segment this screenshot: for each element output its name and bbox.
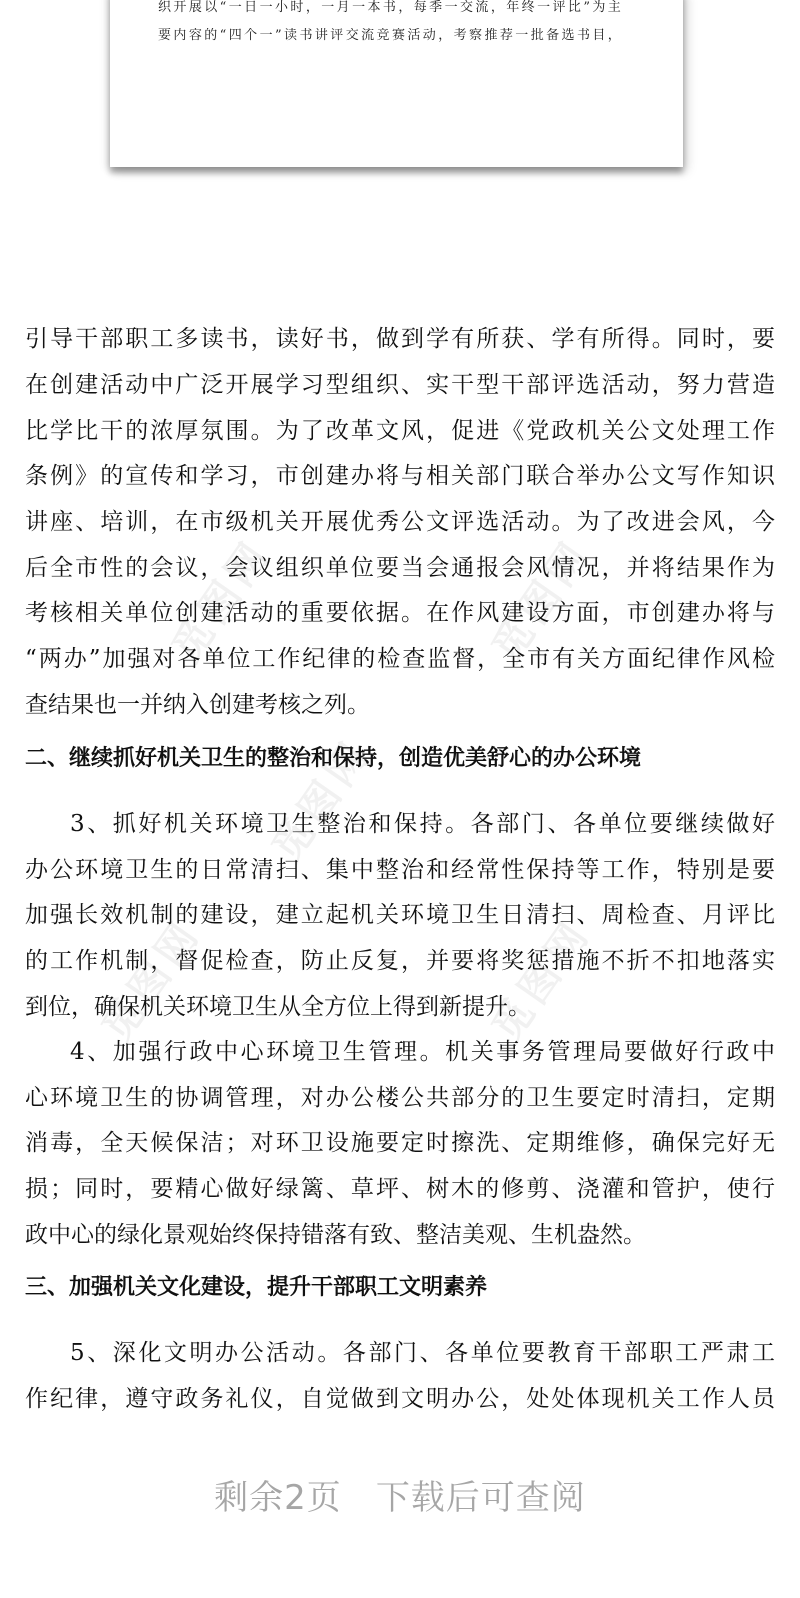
watermark: 觅图网 [483,530,601,671]
text-line: 办公环境卫生的日常清扫、集中整治和经常性保持等工作，特别是要 [25,857,775,883]
text-line: 引导干部职工多读书，读好书，做到学有所获、学有所得。同时，要 [25,326,775,352]
text-line: 查结果也一并纳入创建考核之列。 [25,692,370,718]
watermark: 觅图网 [93,910,211,1051]
text-line: 损；同时，要精心做好绿篱、草坪、树木的修剪、浇灌和管护，使行 [25,1176,775,1202]
text-line: 4、加强行政中心环境卫生管理。机关事务管理局要做好行政中 [70,1039,775,1065]
text-line: 政中心的绿化景观始终保持错落有致、整洁美观、生机盎然。 [25,1222,646,1248]
section-heading-2: 二、继续抓好机关卫生的整治和保持，创造优美舒心的办公环境 [25,746,642,771]
text-line: 作纪律，遵守政务礼仪，自觉做到文明办公，处处体现机关工作人员 [25,1386,775,1412]
text-line: 后全市性的会议，会议组织单位要当会通报会风情况，并将结果作为 [25,555,775,581]
card-line: 要内容的“四个一”读书讲评交流竞赛活动，考察推荐一批备选书目， [158,28,623,43]
text-line: 加强长效机制的建设，建立起机关环境卫生日清扫、周检查、月评比 [25,902,775,928]
text-line: 3、抓好机关环境卫生整治和保持。各部门、各单位要继续做好 [70,811,775,837]
watermark: 觅图网 [263,730,381,871]
text-line: 心环境卫生的协调管理，对办公楼公共部分的卫生要定时清扫，定期 [25,1085,775,1111]
watermark: 觅图网 [163,530,281,671]
download-prompt[interactable] [0,1470,800,1519]
card-line: 织开展以“一日一小时，一月一本书，每季一交流，年终一评比”为主 [158,0,623,15]
download-hint-label: 下载后可查阅 [375,1478,586,1518]
text-line: 在创建活动中广泛开展学习型组织、实干型干部评选活动，努力营造 [25,372,775,398]
page-preview-card [110,0,683,167]
text-line: “两办”加强对各单位工作纪律的检查监督，全市有关方面纪律作风检 [25,646,775,672]
text-line: 5、深化文明办公活动。各部门、各单位要教育干部职工严肃工 [70,1340,775,1366]
remaining-pages-label: 剩余2页 [214,1478,342,1518]
section-heading-3: 三、加强机关文化建设，提升干部职工文明素养 [25,1275,488,1300]
text-line: 考核相关单位创建活动的重要依据。在作风建设方面，市创建办将与 [25,600,775,626]
text-line: 比学比干的浓厚氛围。为了改革文风，促进《党政机关公文处理工作 [25,418,775,444]
text-line: 条例》的宣传和学习，市创建办将与相关部门联合举办公文写作知识 [25,463,775,489]
watermark: 觅图网 [483,910,601,1051]
text-line: 的工作机制，督促检查，防止反复，并要将奖惩措施不折不扣地落实 [25,948,775,974]
text-line: 消毒，全天候保洁；对环卫设施要定时擦洗、定期维修，确保完好无 [25,1130,775,1156]
text-line: 讲座、培训，在市级机关开展优秀公文评选活动。为了改进会风，今 [25,509,775,535]
text-line: 到位，确保机关环境卫生从全方位上得到新提升。 [25,994,531,1020]
